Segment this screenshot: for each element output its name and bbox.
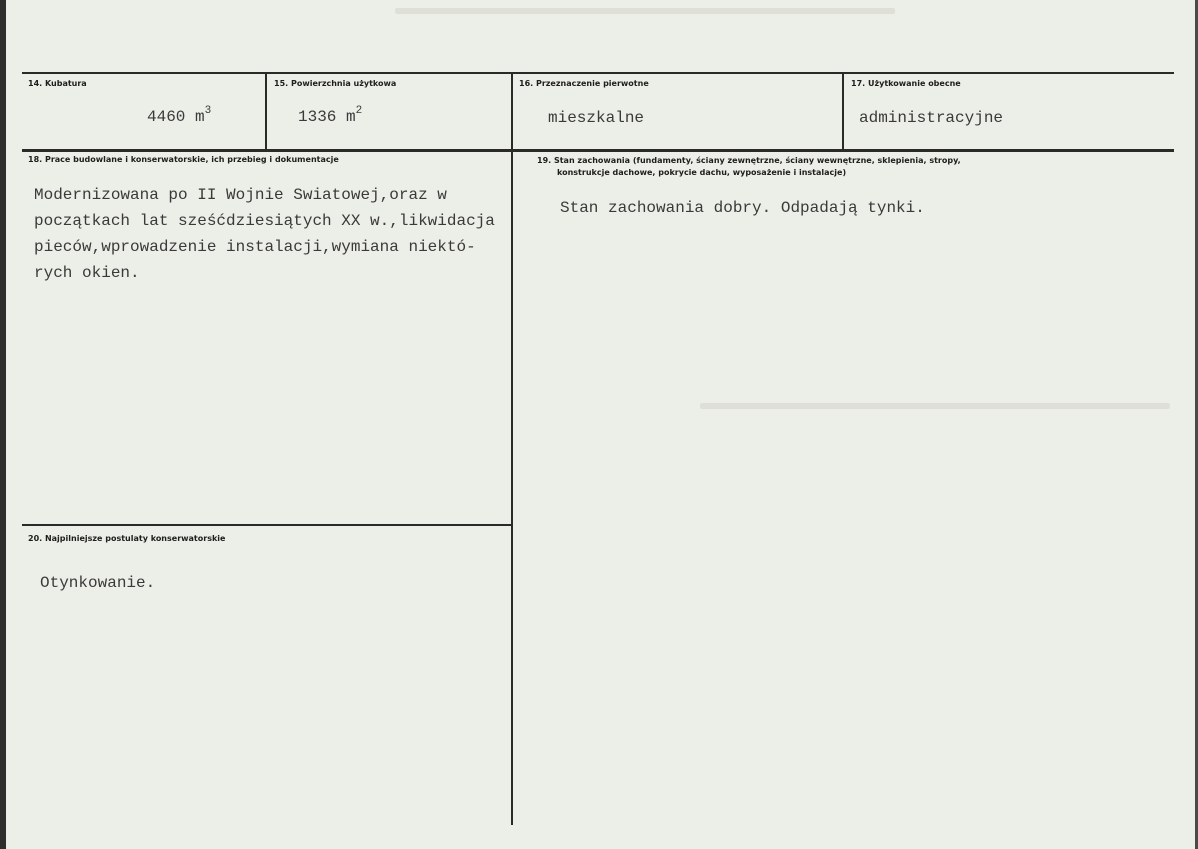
field-19-value: Stan zachowania dobry. Odpadają tynki. — [560, 199, 925, 217]
row-divider — [22, 149, 1174, 152]
field-18-line: rych okien. — [34, 264, 140, 282]
field-15-label: 15. Powierzchnia użytkowa — [274, 79, 397, 88]
field-14-number: 4460 m — [147, 108, 205, 126]
bleed-through-mark — [700, 403, 1170, 409]
field-18-line: pieców,wprowadzenie instalacji,wymiana niektó- — [34, 238, 476, 256]
field-18-line: początkach lat sześćdziesiątych XX w.,likwidacja — [34, 212, 495, 230]
field-15-unit-sup: 2 — [355, 105, 363, 117]
field-18-line: Modernizowana po II Wojnie Swiatowej,oraz w — [34, 186, 447, 204]
scan-edge-left — [0, 0, 6, 849]
section-divider — [22, 524, 512, 526]
col-divider-main — [511, 73, 513, 825]
field-14-value — [147, 104, 211, 133]
col-divider — [265, 73, 267, 151]
col-divider — [842, 73, 844, 151]
field-16-label: 16. Przeznaczenie pierwotne — [519, 79, 649, 88]
top-rule — [22, 72, 1174, 74]
field-18-label: 18. Prace budowlane i konserwatorskie, ich przebieg i dokumentacje — [28, 155, 339, 164]
field-19-label-cont: konstrukcje dachowe, pokrycie dachu, wyposażenie i instalacje) — [557, 168, 847, 177]
field-16-value: mieszkalne — [548, 109, 645, 127]
field-20-label: 20. Najpilniejsze postulaty konserwatorskie — [28, 534, 226, 543]
field-20-value: Otynkowanie. — [40, 574, 156, 592]
field-17-label: 17. Użytkowanie obecne — [851, 79, 961, 88]
field-15-number: 1336 m — [298, 108, 356, 126]
bleed-through-mark — [395, 8, 895, 14]
field-15-value — [298, 104, 362, 133]
field-17-value: administracyjne — [859, 109, 1004, 127]
field-14-label: 14. Kubatura — [28, 79, 87, 88]
field-14-unit-sup: 3 — [204, 105, 212, 117]
field-19-label: 19. Stan zachowania (fundamenty, ściany zewnętrzne, ściany wewnętrzne, sklepienia, stropy, — [537, 156, 961, 165]
